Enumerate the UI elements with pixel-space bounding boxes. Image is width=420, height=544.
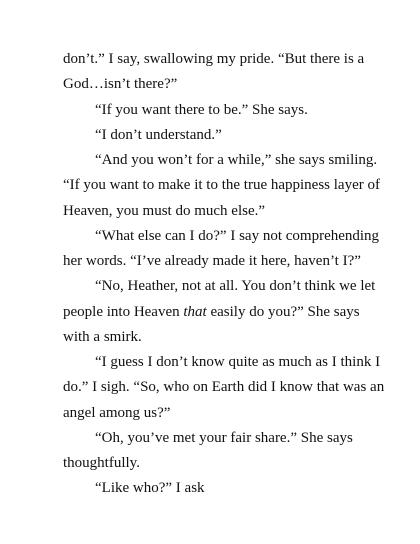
text-line: “If you want to make it to the true happiness layer of xyxy=(63,177,380,193)
text-line: angel among us?” xyxy=(63,405,171,421)
line-part-before: people into Heaven xyxy=(63,304,184,320)
text-line: Heaven, you must do much else.” xyxy=(63,203,266,219)
text-line: do.” I sigh. “So, who on Earth did I know that was an xyxy=(63,379,385,395)
text-line: her words. “I’ve already made it here, haven’t I?” xyxy=(63,253,361,269)
text-line: “If you want there to be.” She says. xyxy=(95,102,308,118)
text-line: “I guess I don’t know quite as much as I think I xyxy=(95,354,381,370)
text-line-with-emphasis xyxy=(63,303,360,321)
text-line: “Oh, you’ve met your fair share.” She says xyxy=(95,430,353,446)
text-line: don’t.” I say, swallowing my pride. “But there is a xyxy=(63,51,365,67)
text-line: thoughtfully. xyxy=(63,455,140,471)
text-line: “What else can I do?” I say not comprehending xyxy=(95,228,380,244)
text-line: with a smirk. xyxy=(63,329,142,345)
text-line: “Like who?” I ask xyxy=(95,480,205,496)
text-line: “And you won’t for a while,” she says smiling. xyxy=(95,152,378,168)
text-line: “No, Heather, not at all. You don’t think we let xyxy=(95,278,376,294)
line-part-after: easily do you?” She says xyxy=(206,304,360,320)
text-line: “I don’t understand.” xyxy=(95,127,222,143)
text-line: God…isn’t there?” xyxy=(63,76,178,92)
emphasized-word: that xyxy=(183,304,207,320)
